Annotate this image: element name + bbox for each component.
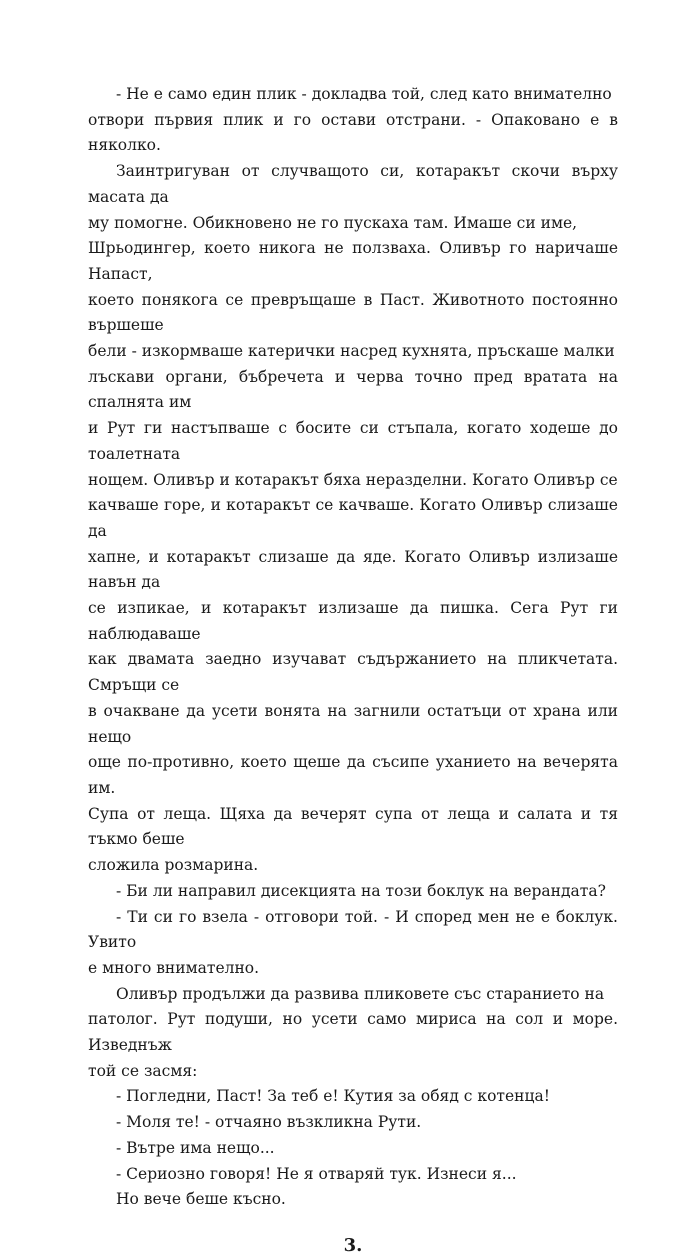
paragraph-8: - Вътре има нещо... <box>116 1138 275 1157</box>
paragraph-6: - Погледни, Паст! За теб е! Кутия за обяд с котенца! <box>116 1087 550 1106</box>
paragraph-5: Оливър продължи да развива пликовете със старанието на патолог. Рут подуши, но усети само мириса на сол и море. Изведнъж той се засмя: <box>88 984 618 1080</box>
paragraph-7: - Моля те! - отчаяно възкликна Рути. <box>116 1113 422 1132</box>
book-page <box>88 82 618 1258</box>
paragraph-9: - Сериозно говоря! Не я отваряй тук. Изнеси я... <box>116 1164 517 1183</box>
paragraph-2: Заинтригуван от случващото си, котаракът скочи върху масата да му помогне. Обикновено не го пускаха там. Имаше си име, Шрьодингер, което никога не ползваха. Оливър го наричаше Напаст, което понякога се превръщаше в Паст. Животното постоянно вършеше бели - изкормваше катерички насред кухнята, пръскаше малки лъскави органи, бъбречета и черва точно пред вратата на спалнята им и Рут ги настъпваше с босите си стъпала, когато ходеше до тоалетната нощем. Оливър и котаракът бяха неразделни. Когато Оливър се качваше горе, и котаракът се качваше. Когато Оливър слизаше да хапне, и котаракът слизаше да яде. Когато Оливър излизаше навън да се изпикае, и котаракът излизаше да пишка. Сега Рут ги наблюдаваше как двамата заедно изучават съдържанието на пликчетата. Смръщи се в очакване да усети вонята на загнили остатъци от храна или нещо още по-противно, което щеше да съсипе уханието на вечерята им. Супа от леща. Щяха да вечерят супа от леща и салата и тя тъкмо беше сложила розмарина. <box>88 162 618 875</box>
paragraph-3: - Би ли направил дисекцията на този боклук на верандата? <box>116 881 606 900</box>
paragraph-4: - Ти си го взела - отговори той. - И според мен не е боклук. Увито е много внимателно. <box>88 907 618 977</box>
chapter-number: 3. <box>343 1234 363 1256</box>
paragraph-10: Но вече беше късно. <box>116 1190 286 1209</box>
paragraph-1: - Не е само един плик - докладва той, след като внимателно отвори първия плик и го остави отстрани. - Опаковано е в няколко. <box>88 85 618 155</box>
